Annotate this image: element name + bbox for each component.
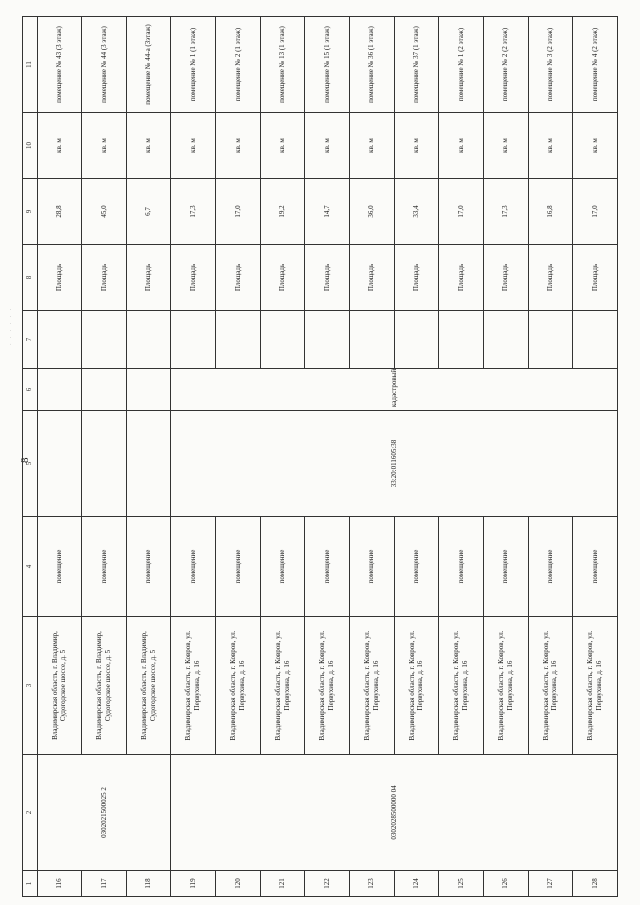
empty-cell: [439, 311, 484, 369]
value-cell: 17,3: [171, 179, 216, 245]
premises-description-cell: помещение № 37 (1 этаж): [394, 17, 439, 113]
object-type-cell: помещение: [171, 517, 216, 617]
empty-cell: [37, 369, 82, 411]
empty-cell: [37, 311, 82, 369]
parameter-cell: Площадь: [126, 245, 171, 311]
empty-cell: [126, 311, 171, 369]
address-cell: Владимирская область, г. Ковров, ул. Первухина, д. 16: [216, 617, 261, 755]
scan-marks: · · · · · ·: [9, 306, 14, 345]
value-cell: 19,2: [260, 179, 305, 245]
row-number: 120: [216, 871, 261, 897]
row-number: 126: [483, 871, 528, 897]
premises-description-cell: помещение № 1 (1 этаж): [171, 17, 216, 113]
column-number: 1: [23, 871, 38, 897]
parameter-cell: Площадь: [528, 245, 573, 311]
empty-cell: [394, 311, 439, 369]
empty-cell: [528, 311, 573, 369]
empty-cell: [37, 411, 82, 517]
address-cell: Владимирская область, г. Ковров, ул. Первухина, д. 16: [260, 617, 305, 755]
premises-description-cell: помещение № 13 (1 этаж): [260, 17, 305, 113]
page-number: 8: [19, 457, 31, 463]
empty-cell: [349, 311, 394, 369]
object-type-cell: помещение: [573, 517, 618, 617]
value-cell: 6,7: [126, 179, 171, 245]
address-cell: Владимирская область, г. Владимир, Судогодское шоссе, д. 5: [82, 617, 127, 755]
empty-cell: [171, 311, 216, 369]
address-cell: Владимирская область, г. Ковров, ул. Первухина, д. 16: [483, 617, 528, 755]
inventory-number-cell: 0302028500000 04: [171, 755, 618, 871]
column-number: 4: [23, 517, 38, 617]
premises-description-cell: помещение № 3 (2 этаж): [528, 17, 573, 113]
column-number: 6: [23, 369, 38, 411]
unit-cell: кв. м: [82, 113, 127, 179]
column-number: 7: [23, 311, 38, 369]
premises-description-cell: помещение № 2 (1 этаж): [216, 17, 261, 113]
parameter-cell: Площадь: [573, 245, 618, 311]
row-number: 122: [305, 871, 350, 897]
column-number-row: [23, 17, 38, 897]
parameter-cell: Площадь: [171, 245, 216, 311]
empty-cell: [260, 311, 305, 369]
premises-description-cell: помещение № 1 (2 этаж): [439, 17, 484, 113]
parameter-cell: Площадь: [216, 245, 261, 311]
premises-description-cell: помещение № 44-а (3этаж): [126, 17, 171, 113]
value-cell: 17,0: [573, 179, 618, 245]
row-number: 123: [349, 871, 394, 897]
unit-cell: кв. м: [349, 113, 394, 179]
unit-cell: кв. м: [126, 113, 171, 179]
address-cell: Владимирская область, г. Владимир, Судогодское шоссе, д. 5: [126, 617, 171, 755]
value-cell: 28,8: [37, 179, 82, 245]
premises-description-cell: помещение № 44 (3 этаж): [82, 17, 127, 113]
empty-cell: [216, 311, 261, 369]
value-cell: 36,0: [349, 179, 394, 245]
object-type-cell: помещение: [483, 517, 528, 617]
empty-cell: [126, 411, 171, 517]
cadastral-number-cell: 33:20:011605:38: [171, 411, 618, 517]
object-type-cell: помещение: [394, 517, 439, 617]
column-number: 3: [23, 617, 38, 755]
cadastral-kind-cell: кадастровый: [171, 369, 618, 411]
parameter-cell: Площадь: [394, 245, 439, 311]
unit-cell: кв. м: [483, 113, 528, 179]
address-cell: Владимирская область, г. Ковров, ул. Первухина, д. 16: [171, 617, 216, 755]
inventory-number-cell: 0302021500025 2: [37, 755, 171, 871]
address-cell: Владимирская область, г. Ковров, ул. Первухина, д. 16: [394, 617, 439, 755]
address-cell: Владимирская область, г. Владимир, Судогодское шоссе, д. 5: [37, 617, 82, 755]
parameter-cell: Площадь: [439, 245, 484, 311]
unit-cell: кв. м: [439, 113, 484, 179]
unit-cell: кв. м: [528, 113, 573, 179]
premises-description-cell: помещение № 43 (3 этаж): [37, 17, 82, 113]
object-type-cell: помещение: [305, 517, 350, 617]
empty-cell: [82, 369, 127, 411]
premises-description-cell: помещение № 4 (2 этаж): [573, 17, 618, 113]
parameter-cell: Площадь: [82, 245, 127, 311]
column-number: 2: [23, 755, 38, 871]
row-number: 128: [573, 871, 618, 897]
empty-cell: [573, 311, 618, 369]
column-number: 11: [23, 17, 38, 113]
column-number: 8: [23, 245, 38, 311]
parameter-cell: Площадь: [37, 245, 82, 311]
object-type-cell: помещение: [37, 517, 82, 617]
row-number: 127: [528, 871, 573, 897]
parameter-cell: Площадь: [483, 245, 528, 311]
column-number: 9: [23, 179, 38, 245]
address-cell: Владимирская область, г. Ковров, ул. Первухина, д. 16: [573, 617, 618, 755]
address-cell: Владимирская область, г. Ковров, ул. Первухина, д. 16: [349, 617, 394, 755]
object-type-cell: помещение: [349, 517, 394, 617]
column-number: 10: [23, 113, 38, 179]
row-number: 116: [37, 871, 82, 897]
premises-description-cell: помещение № 15 (1 этаж): [305, 17, 350, 113]
parameter-cell: Площадь: [349, 245, 394, 311]
unit-cell: кв. м: [37, 113, 82, 179]
object-type-cell: помещение: [126, 517, 171, 617]
premises-description-cell: помещение № 36 (1 этаж): [349, 17, 394, 113]
value-cell: 14,7: [305, 179, 350, 245]
row-number: 118: [126, 871, 171, 897]
object-type-cell: помещение: [260, 517, 305, 617]
object-type-cell: помещение: [528, 517, 573, 617]
unit-cell: кв. м: [394, 113, 439, 179]
property-register-table: [22, 16, 618, 897]
unit-cell: кв. м: [305, 113, 350, 179]
unit-cell: кв. м: [573, 113, 618, 179]
empty-cell: [126, 369, 171, 411]
row-number: 121: [260, 871, 305, 897]
object-type-cell: помещение: [216, 517, 261, 617]
parameter-cell: Площадь: [305, 245, 350, 311]
value-cell: 16,8: [528, 179, 573, 245]
unit-cell: кв. м: [216, 113, 261, 179]
object-type-cell: помещение: [439, 517, 484, 617]
value-cell: 45,0: [82, 179, 127, 245]
object-type-cell: помещение: [82, 517, 127, 617]
value-cell: 17,0: [439, 179, 484, 245]
unit-cell: кв. м: [171, 113, 216, 179]
value-cell: 17,3: [483, 179, 528, 245]
premises-description-cell: помещение № 2 (2 этаж): [483, 17, 528, 113]
empty-cell: [82, 411, 127, 517]
address-cell: Владимирская область, г. Ковров, ул. Первухина, д. 16: [528, 617, 573, 755]
row-number: 124: [394, 871, 439, 897]
value-cell: 33,4: [394, 179, 439, 245]
empty-cell: [82, 311, 127, 369]
empty-cell: [305, 311, 350, 369]
table-row: [171, 17, 216, 897]
empty-cell: [483, 311, 528, 369]
value-cell: 17,0: [216, 179, 261, 245]
row-number: 119: [171, 871, 216, 897]
parameter-cell: Площадь: [260, 245, 305, 311]
address-cell: Владимирская область, г. Ковров, ул. Первухина, д. 16: [439, 617, 484, 755]
table-row: [37, 17, 82, 897]
address-cell: Владимирская область, г. Ковров, ул. Первухина, д. 16: [305, 617, 350, 755]
column-number: 5: [23, 411, 38, 517]
row-number: 125: [439, 871, 484, 897]
row-number: 117: [82, 871, 127, 897]
table-body: [23, 17, 618, 897]
unit-cell: кв. м: [260, 113, 305, 179]
